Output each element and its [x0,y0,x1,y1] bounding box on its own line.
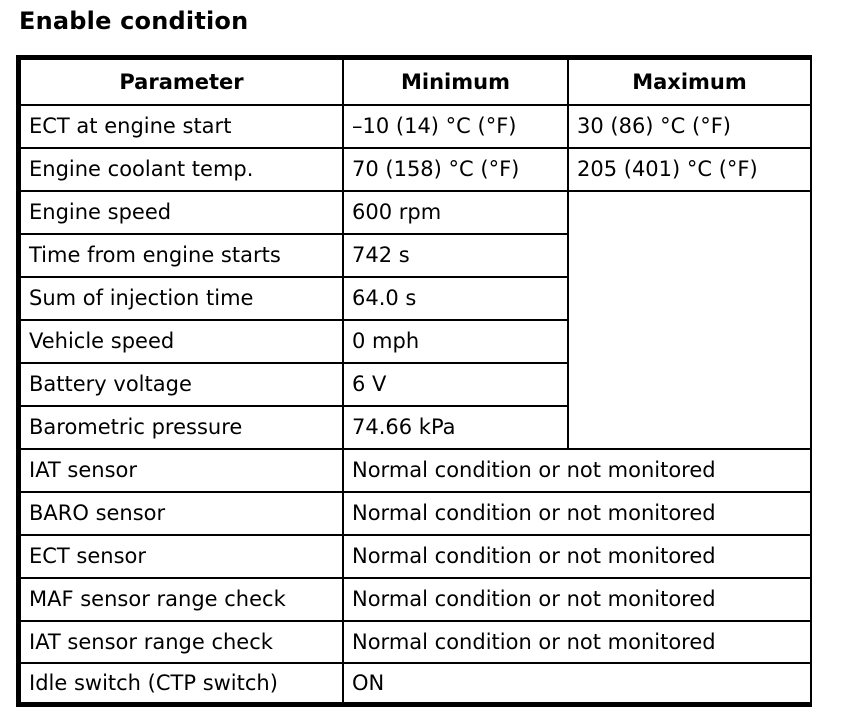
row-minimum: 64.0 s [342,276,569,321]
row-minimum: 0 mph [342,319,569,364]
row-parameter: Vehicle speed [19,319,344,364]
row-parameter: Idle switch (CTP switch) [19,662,344,704]
row-value: Normal condition or not monitored [342,577,812,622]
row-minimum: 6 V [342,362,569,407]
row-parameter: BARO sensor [19,491,344,536]
row-parameter: ECT sensor [19,534,344,579]
row-parameter: IAT sensor range check [19,620,344,665]
maximum-empty-block [567,190,812,450]
row-value: ON [342,662,812,704]
row-parameter: ECT at engine start [19,104,344,149]
row-maximum: 205 (401) °C (°F) [567,147,812,192]
header-minimum: Minimum [342,58,569,106]
row-value: Normal condition or not monitored [342,620,812,665]
row-minimum: 600 rpm [342,190,569,235]
row-parameter: Barometric pressure [19,405,344,450]
row-minimum: 74.66 kPa [342,405,569,450]
row-parameter: Battery voltage [19,362,344,407]
row-minimum: –10 (14) °C (°F) [342,104,569,149]
row-parameter: IAT sensor [19,448,344,493]
row-minimum: 70 (158) °C (°F) [342,147,569,192]
row-parameter: Time from engine starts [19,233,344,278]
page-title: Enable condition [19,7,249,35]
row-parameter: Engine coolant temp. [19,147,344,192]
row-parameter: Engine speed [19,190,344,235]
row-value: Normal condition or not monitored [342,448,812,493]
row-parameter: MAF sensor range check [19,577,344,622]
enable-condition-table [16,55,812,707]
row-maximum: 30 (86) °C (°F) [567,104,812,149]
row-value: Normal condition or not monitored [342,534,812,579]
row-parameter: Sum of injection time [19,276,344,321]
row-minimum: 742 s [342,233,569,278]
row-value: Normal condition or not monitored [342,491,812,536]
header-parameter: Parameter [19,58,344,106]
header-maximum: Maximum [567,58,812,106]
